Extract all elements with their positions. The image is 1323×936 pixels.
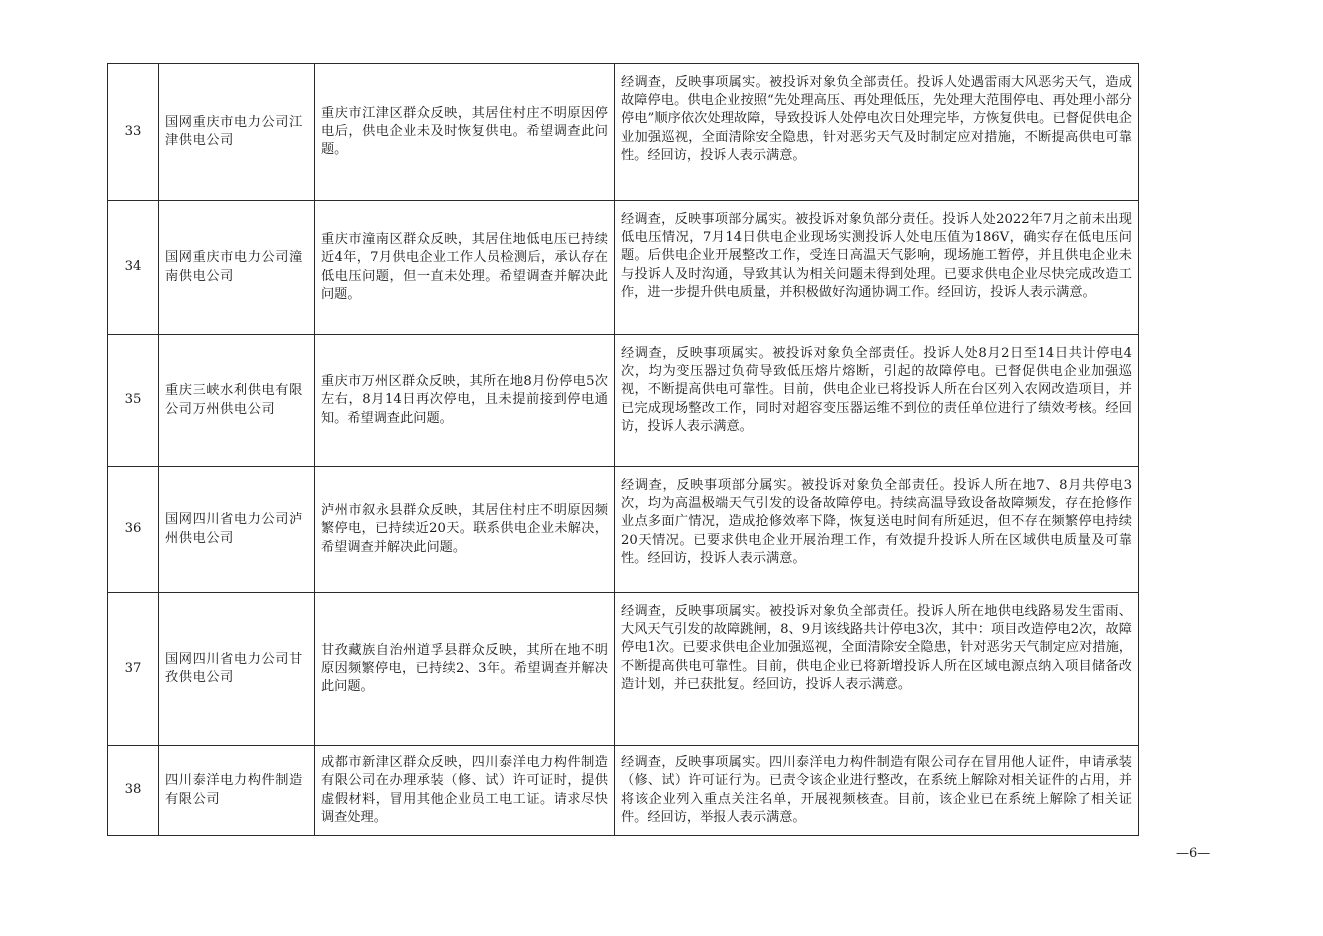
table-row [108, 201, 1139, 335]
row-number: 37 [108, 593, 159, 746]
table-row [108, 593, 1139, 746]
row-number: 35 [108, 335, 159, 467]
investigation-result: 经调查，反映事项部分属实。被投诉对象负全部责任。投诉人所在地7、8月共停电3次，均为高温极端天气引发的设备故障停电。持续高温导致设备故障频发，存在抢修作业点多面广情况，造成抢修效率下降，恢复送电时间有所延迟，但不存在频繁停电持续20天情况。已要求供电企业开展治理工作，有效提升投诉人所在区域供电质量及可靠性。经回访，投诉人表示满意。 [615, 467, 1139, 593]
complaint-text: 成都市新津区群众反映，四川泰洋电力构件制造有限公司在办理承装（修、试）许可证时，提供虚假材料，冒用其他企业员工电工证。请求尽快调查处理。 [315, 746, 615, 836]
investigation-result: 经调查，反映事项属实。被投诉对象负全部责任。投诉人处遇雷雨大风恶劣天气，造成故障停电。供电企业按照“先处理高压、再处理低压，先处理大范围停电、再处理小部分停电”顺序依次处理故障，导致投诉人处停电次日处理完毕，方恢复供电。已督促供电企业加强巡视，全面清除安全隐患，针对恶劣天气及时制定应对措施，不断提高供电可靠性。经回访，投诉人表示满意。 [615, 64, 1139, 201]
table-row [108, 746, 1139, 836]
complaint-text: 重庆市江津区群众反映，其居住村庄不明原因停电后，供电企业未及时恢复供电。希望调查此问题。 [315, 64, 615, 201]
respondent-org: 四川泰洋电力构件制造有限公司 [159, 746, 315, 836]
complaint-text: 泸州市叙永县群众反映，其居住村庄不明原因频繁停电，已持续近20天。联系供电企业未解决，希望调查并解决此问题。 [315, 467, 615, 593]
table-row [108, 64, 1139, 201]
row-number: 34 [108, 201, 159, 335]
respondent-org: 国网四川省电力公司泸州供电公司 [159, 467, 315, 593]
page-number: —6— [1176, 846, 1211, 861]
row-number: 36 [108, 467, 159, 593]
respondent-org: 国网四川省电力公司甘孜供电公司 [159, 593, 315, 746]
table-row [108, 335, 1139, 467]
row-number: 33 [108, 64, 159, 201]
row-number: 38 [108, 746, 159, 836]
respondent-org: 国网重庆市电力公司江津供电公司 [159, 64, 315, 201]
respondent-org: 国网重庆市电力公司潼南供电公司 [159, 201, 315, 335]
investigation-result: 经调查，反映事项属实。被投诉对象负全部责任。投诉人所在地供电线路易发生雷雨、大风天气引发的故障跳闸，8、9月该线路共计停电3次，其中：项目改造停电2次，故障停电1次。已要求供电企业加强巡视，全面清除安全隐患，针对恶劣天气制定应对措施，不断提高供电可靠性。目前，供电企业已将新增投诉人所在区域电源点纳入项目储备改造计划，并已获批复。经回访，投诉人表示满意。 [615, 593, 1139, 746]
complaint-text: 甘孜藏族自治州道孚县群众反映，其所在地不明原因频繁停电，已持续2、3年。希望调查并解决此问题。 [315, 593, 615, 746]
investigation-result: 经调查，反映事项属实。四川泰洋电力构件制造有限公司存在冒用他人证件，申请承装（修、试）许可证行为。已责令该企业进行整改，在系统上解除对相关证件的占用，并将该企业列入重点关注名单，开展视频核查。目前，该企业已在系统上解除了相关证件。经回访，举报人表示满意。 [615, 746, 1139, 836]
table-row [108, 467, 1139, 593]
complaint-text: 重庆市潼南区群众反映，其居住地低电压已持续近4年，7月供电企业工作人员检测后，承认存在低电压问题，但一直未处理。希望调查并解决此问题。 [315, 201, 615, 335]
investigation-result: 经调查，反映事项部分属实。被投诉对象负部分责任。投诉人处2022年7月之前未出现低电压情况，7月14日供电企业现场实测投诉人处电压值为186V，确实存在低电压问题。后供电企业开展整改工作，受连日高温天气影响，现场施工暂停，并且供电企业未与投诉人及时沟通，导致其认为相关问题未得到处理。已要求供电企业尽快完成改造工作，进一步提升供电质量，并积极做好沟通协调工作。经回访，投诉人表示满意。 [615, 201, 1139, 335]
complaint-text: 重庆市万州区群众反映，其所在地8月份停电5次左右，8月14日再次停电，且未提前接到停电通知。希望调查此问题。 [315, 335, 615, 467]
respondent-org: 重庆三峡水利供电有限公司万州供电公司 [159, 335, 315, 467]
complaint-table [107, 63, 1139, 836]
investigation-result: 经调查，反映事项属实。被投诉对象负全部责任。投诉人处8月2日至14日共计停电4次，均为变压器过负荷导致低压熔片熔断，引起的故障停电。已督促供电企业加强巡视，不断提高供电可靠性。目前，供电企业已将投诉人所在台区列入农网改造项目，并已完成现场整改工作，同时对超容变压器运维不到位的责任单位进行了绩效考核。经回访，投诉人表示满意。 [615, 335, 1139, 467]
